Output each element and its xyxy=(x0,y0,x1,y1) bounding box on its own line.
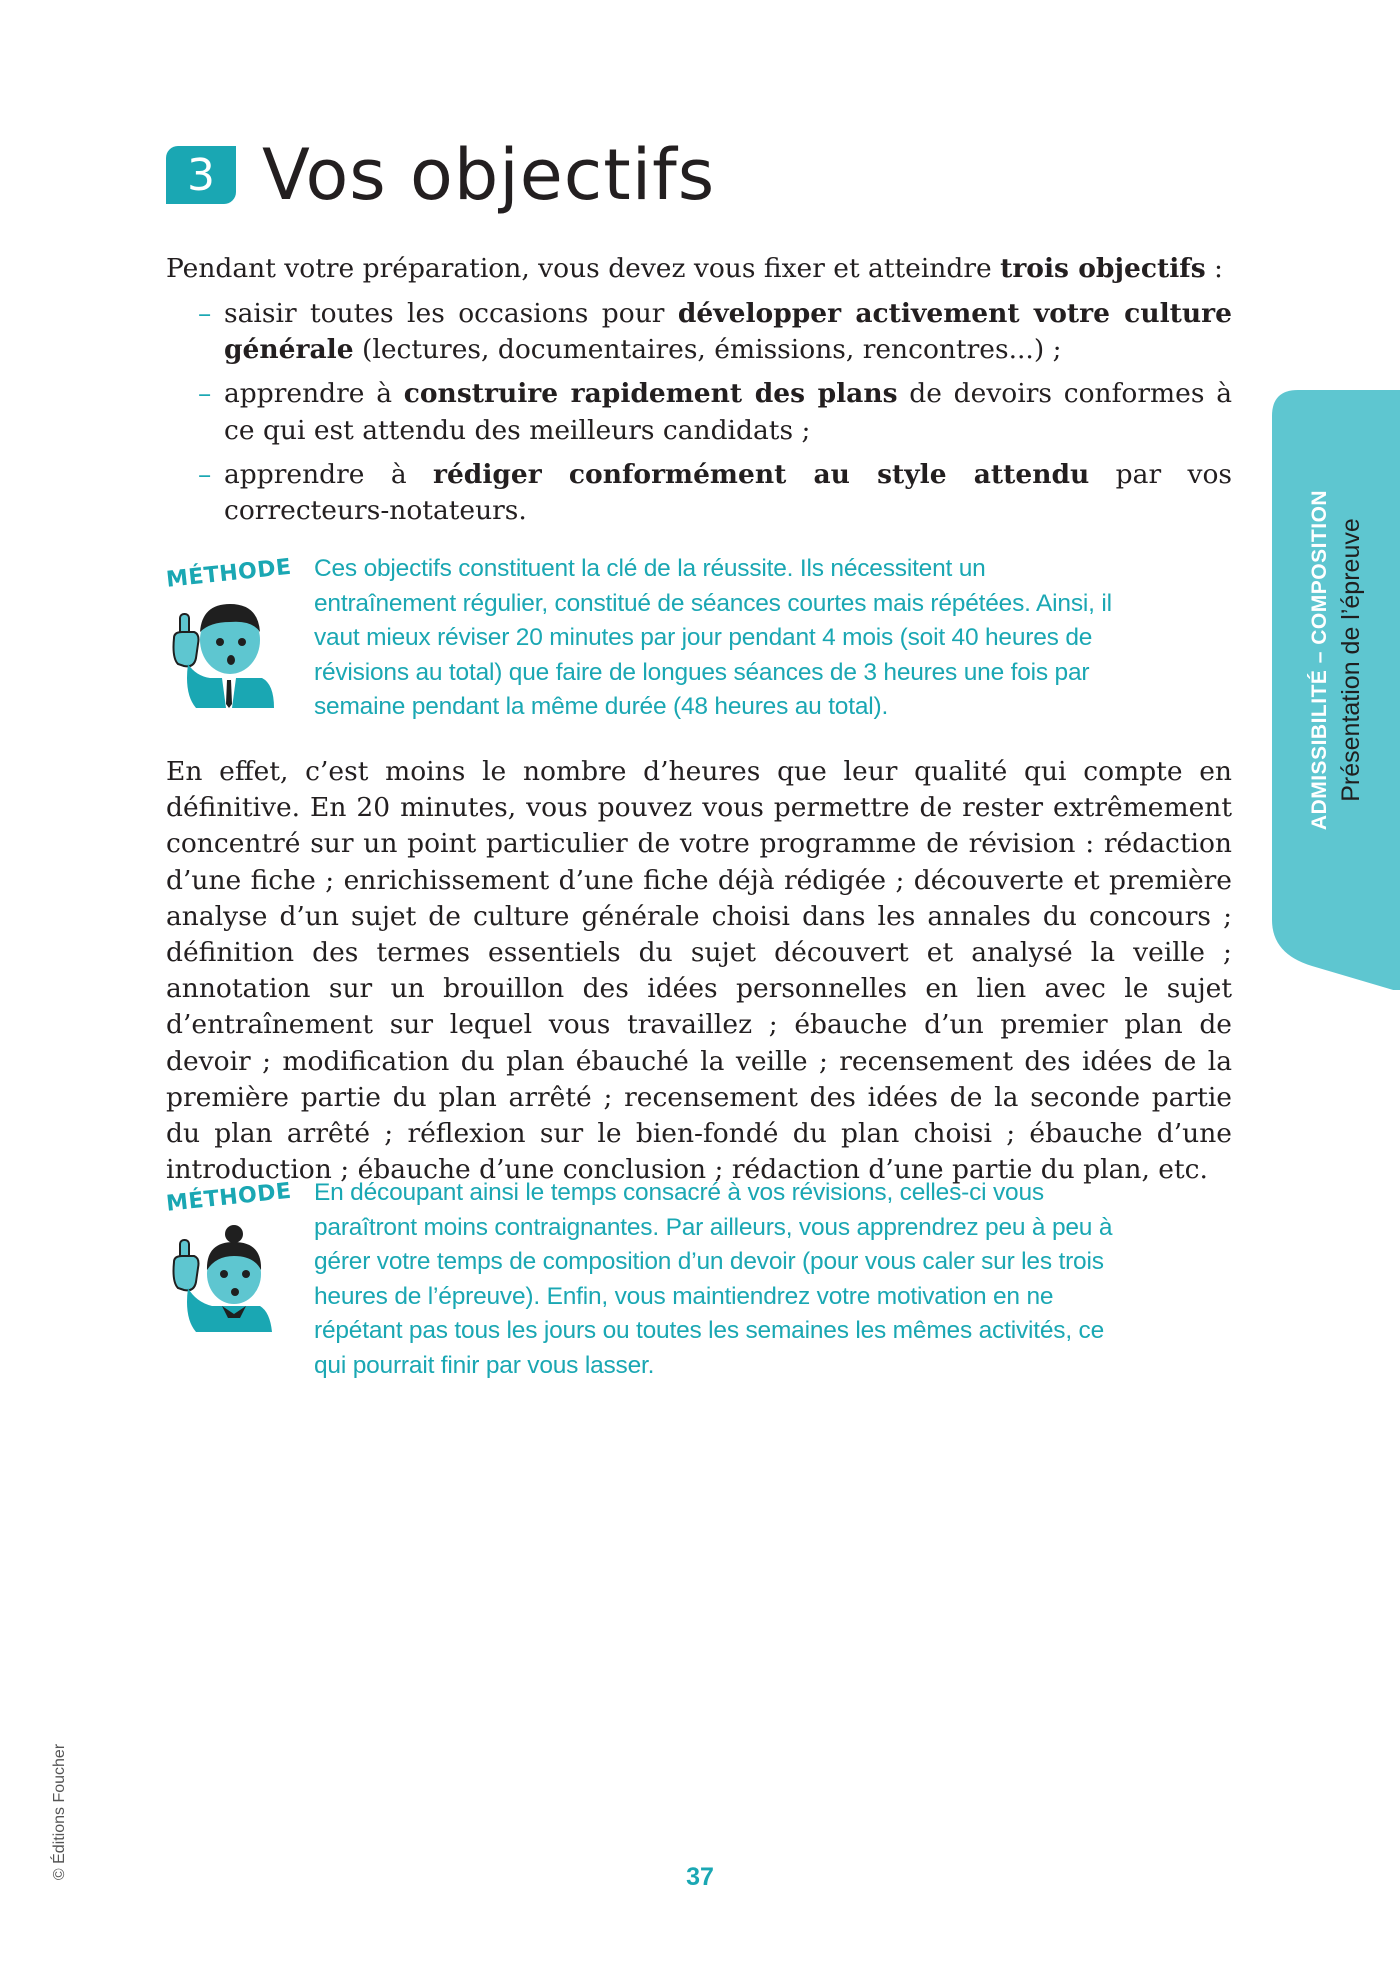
teacher-man-icon xyxy=(166,598,278,708)
body-paragraph: En effet, c’est moins le nombre d’heures que leur qualité qui compte en définitive. En 20 minutes, vous pouvez vous permettre de rester extrêmement concentré sur un point particulier de votre programme de révision : rédaction d’une fiche ; enrichissement d’une fiche déjà rédigée ; découverte et première analyse d’un sujet de culture générale choisi dans les annales du concours ; définition des termes essentiels du sujet découvert et analysé la veille ; annotation sur un brouillon des idées personnelles en lien avec le sujet d’entraînement sur lequel vous travaillez ; ébauche d’un premier plan de devoir ; modification du plan ébauché la veille ; recensement des idées de la première partie du plan arrêté ; recensement des idées de la seconde partie du plan arrêté ; réflexion sur le bien-fondé du plan choisi ; ébauche d’une introduction ; ébauche d’une conclusion ; rédaction d’une partie du plan, etc. xyxy=(166,756,1232,1186)
copyright-text: © Éditions Foucher xyxy=(51,1743,68,1881)
intro-bold: trois objectifs xyxy=(1000,253,1206,284)
methode-box-2 xyxy=(166,1176,1126,1396)
methode-text: Ces objectifs constituent la clé de la réussite. Ils nécessitent un entraînement régulier, constitué de séances courtes mais répétées. Ainsi, il vaut mieux réviser 20 minutes par jour pendant 4 mois (soit 40 heures de révisions au total) que faire de longues séances de 3 heures une fois par semaine pendant la même durée (48 heures au total). xyxy=(314,555,1112,721)
chapter-side-tab xyxy=(1272,390,1400,990)
list-item-tail: de devoirs conformes à ce qui est attendu des meilleurs candidats ; xyxy=(224,378,1232,446)
side-tab-subsection: Présentation de l’épreuve xyxy=(1337,518,1365,802)
list-item-bold: construire rapidement des plans xyxy=(403,378,898,410)
side-tab-text-rotated xyxy=(1305,490,1367,830)
methode-label: MÉTHODE xyxy=(165,1178,293,1217)
page-title: Vos objectifs xyxy=(262,134,716,216)
list-item xyxy=(198,296,1232,368)
list-item-text: saisir toutes les occasions pour xyxy=(224,298,678,329)
methode-text: En découpant ainsi le temps consacré à vos révisions, celles-ci vous paraîtront moins contraignantes. Par ailleurs, vous apprendrez peu à peu à gérer votre temps de composition d’un devoir (pour vous caler sur les trois heures de l’épreuve). Enfin, vous maintiendrez votre motivation en ne répétant pas tous les jours ou toutes les semaines les mêmes activités, ce qui pourrait finir par vous lasser. xyxy=(314,1179,1113,1379)
section-number-badge: 3 xyxy=(166,146,236,204)
bullet-dash: – xyxy=(198,458,212,490)
methode-box-1 xyxy=(166,552,1126,732)
teacher-woman-icon xyxy=(166,1222,278,1332)
list-item-text: apprendre à xyxy=(224,378,404,410)
list-item-tail: (lectures, documentaires, émissions, rencontres...) ; xyxy=(353,334,1062,366)
intro-tail: : xyxy=(1205,253,1223,284)
bullet-dash: – xyxy=(198,378,212,410)
list-item-text: apprendre à xyxy=(224,458,433,490)
objectives-list xyxy=(198,296,1232,537)
intro-paragraph xyxy=(166,251,1232,287)
list-item xyxy=(198,376,1232,448)
list-item xyxy=(198,457,1232,529)
list-item-bold: développer activement votre culture générale xyxy=(224,298,1232,366)
page-number: 37 xyxy=(686,1863,714,1891)
methode-label: MÉTHODE xyxy=(165,554,293,593)
list-item-tail: par vos correcteurs-notateurs. xyxy=(224,458,1233,527)
section-title-row xyxy=(166,134,716,216)
intro-text: Pendant votre préparation, vous devez vous fixer et atteindre xyxy=(166,253,1001,284)
bullet-dash: – xyxy=(198,298,212,329)
list-item-bold: rédiger conformément au style attendu xyxy=(432,458,1090,490)
side-tab-section: ADMISSIBILITÉ – COMPOSITION xyxy=(1308,489,1331,831)
